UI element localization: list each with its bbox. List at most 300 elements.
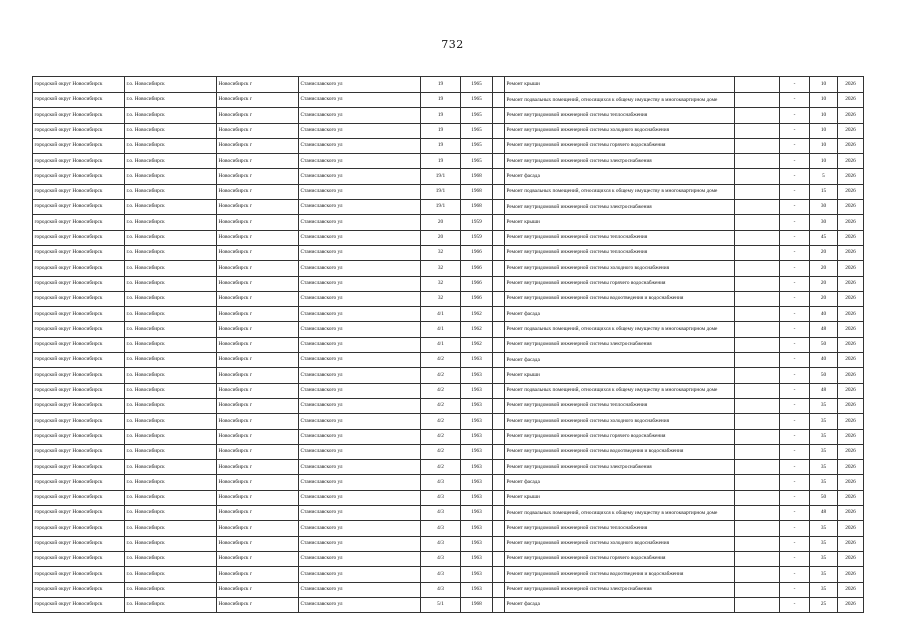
start-year-cell: 2026 bbox=[838, 123, 864, 138]
table-row bbox=[33, 506, 864, 521]
dash-cell: - bbox=[780, 506, 810, 521]
house-number-cell: 4/2 bbox=[421, 353, 461, 368]
settlement-cell: Новосибирск г bbox=[217, 521, 299, 536]
house-number-cell: 4/3 bbox=[421, 521, 461, 536]
start-year-cell: 2026 bbox=[838, 230, 864, 245]
house-number-cell: 20 bbox=[421, 230, 461, 245]
table-row bbox=[33, 93, 864, 108]
district-cell: городской округ Новосибирск bbox=[33, 506, 125, 521]
cost-cell: 20 bbox=[810, 291, 838, 306]
city-cell: г.о. Новосибирск bbox=[125, 123, 217, 138]
city-cell: г.о. Новосибирск bbox=[125, 154, 217, 169]
dash-cell: - bbox=[780, 597, 810, 612]
dash-cell: - bbox=[780, 551, 810, 566]
start-year-cell: 2026 bbox=[838, 398, 864, 413]
table-row bbox=[33, 444, 864, 459]
settlement-cell: Новосибирск г bbox=[217, 429, 299, 444]
blank-cell bbox=[493, 383, 505, 398]
cost-cell: 10 bbox=[810, 154, 838, 169]
street-cell: Станиславского ул bbox=[299, 383, 421, 398]
settlement-cell: Новосибирск г bbox=[217, 291, 299, 306]
work-type-cell: Ремонт внутридомовой инженерной системы горячего водоснабжения bbox=[505, 429, 735, 444]
settlement-cell: Новосибирск г bbox=[217, 353, 299, 368]
city-cell: г.о. Новосибирск bbox=[125, 475, 217, 490]
settlement-cell: Новосибирск г bbox=[217, 169, 299, 184]
blank-cell bbox=[735, 261, 780, 276]
cost-cell: 10 bbox=[810, 93, 838, 108]
start-year-cell: 2026 bbox=[838, 490, 864, 505]
build-year-cell: 1963 bbox=[461, 414, 493, 429]
district-cell: городской округ Новосибирск bbox=[33, 215, 125, 230]
blank-cell bbox=[493, 551, 505, 566]
table-row bbox=[33, 138, 864, 153]
dash-cell: - bbox=[780, 215, 810, 230]
house-number-cell: 4/1 bbox=[421, 307, 461, 322]
dash-cell: - bbox=[780, 536, 810, 551]
work-type-cell: Ремонт подвальных помещений, относящихся к общему имуществу в многоквартирном доме bbox=[505, 184, 735, 199]
build-year-cell: 1959 bbox=[461, 215, 493, 230]
blank-cell bbox=[493, 200, 505, 215]
blank-cell bbox=[735, 123, 780, 138]
blank-cell bbox=[735, 245, 780, 260]
street-cell: Станиславского ул bbox=[299, 169, 421, 184]
blank-cell bbox=[493, 597, 505, 612]
district-cell: городской округ Новосибирск bbox=[33, 276, 125, 291]
settlement-cell: Новосибирск г bbox=[217, 475, 299, 490]
table-row bbox=[33, 261, 864, 276]
start-year-cell: 2026 bbox=[838, 154, 864, 169]
house-number-cell: 19/1 bbox=[421, 200, 461, 215]
house-number-cell: 19/1 bbox=[421, 169, 461, 184]
district-cell: городской округ Новосибирск bbox=[33, 414, 125, 429]
blank-cell bbox=[735, 368, 780, 383]
street-cell: Станиславского ул bbox=[299, 230, 421, 245]
house-number-cell: 19 bbox=[421, 138, 461, 153]
start-year-cell: 2026 bbox=[838, 383, 864, 398]
cost-cell: 35 bbox=[810, 582, 838, 597]
work-type-cell: Ремонт фасада bbox=[505, 169, 735, 184]
house-number-cell: 32 bbox=[421, 291, 461, 306]
blank-cell bbox=[493, 123, 505, 138]
start-year-cell: 2026 bbox=[838, 169, 864, 184]
build-year-cell: 1965 bbox=[461, 77, 493, 93]
house-number-cell: 4/1 bbox=[421, 337, 461, 352]
table-row bbox=[33, 276, 864, 291]
blank-cell bbox=[735, 138, 780, 153]
blank-cell bbox=[493, 184, 505, 199]
table-row bbox=[33, 368, 864, 383]
district-cell: городской округ Новосибирск bbox=[33, 138, 125, 153]
district-cell: городской округ Новосибирск bbox=[33, 154, 125, 169]
dash-cell: - bbox=[780, 169, 810, 184]
table-row bbox=[33, 475, 864, 490]
work-type-cell: Ремонт подвальных помещений, относящихся к общему имуществу в многоквартирном доме bbox=[505, 506, 735, 521]
cost-cell: 10 bbox=[810, 77, 838, 93]
start-year-cell: 2026 bbox=[838, 506, 864, 521]
work-type-cell: Ремонт внутридомовой инженерной системы теплоснабжения bbox=[505, 230, 735, 245]
house-number-cell: 32 bbox=[421, 245, 461, 260]
dash-cell: - bbox=[780, 429, 810, 444]
blank-cell bbox=[493, 93, 505, 108]
street-cell: Станиславского ул bbox=[299, 597, 421, 612]
house-number-cell: 4/3 bbox=[421, 582, 461, 597]
blank-cell bbox=[493, 536, 505, 551]
blank-cell bbox=[735, 291, 780, 306]
house-number-cell: 32 bbox=[421, 276, 461, 291]
district-cell: городской округ Новосибирск bbox=[33, 77, 125, 93]
dash-cell: - bbox=[780, 398, 810, 413]
blank-cell bbox=[735, 230, 780, 245]
dash-cell: - bbox=[780, 444, 810, 459]
table-row bbox=[33, 245, 864, 260]
settlement-cell: Новосибирск г bbox=[217, 322, 299, 337]
dash-cell: - bbox=[780, 245, 810, 260]
cost-cell: 45 bbox=[810, 230, 838, 245]
dash-cell: - bbox=[780, 123, 810, 138]
start-year-cell: 2026 bbox=[838, 337, 864, 352]
blank-cell bbox=[493, 460, 505, 475]
build-year-cell: 1962 bbox=[461, 337, 493, 352]
cost-cell: 40 bbox=[810, 353, 838, 368]
start-year-cell: 2026 bbox=[838, 353, 864, 368]
cost-cell: 35 bbox=[810, 444, 838, 459]
city-cell: г.о. Новосибирск bbox=[125, 138, 217, 153]
cost-cell: 20 bbox=[810, 276, 838, 291]
street-cell: Станиславского ул bbox=[299, 245, 421, 260]
build-year-cell: 1963 bbox=[461, 521, 493, 536]
city-cell: г.о. Новосибирск bbox=[125, 444, 217, 459]
street-cell: Станиславского ул bbox=[299, 138, 421, 153]
start-year-cell: 2026 bbox=[838, 200, 864, 215]
street-cell: Станиславского ул bbox=[299, 414, 421, 429]
blank-cell bbox=[493, 337, 505, 352]
blank-cell bbox=[493, 322, 505, 337]
city-cell: г.о. Новосибирск bbox=[125, 551, 217, 566]
city-cell: г.о. Новосибирск bbox=[125, 215, 217, 230]
street-cell: Станиславского ул bbox=[299, 551, 421, 566]
blank-cell bbox=[735, 567, 780, 582]
start-year-cell: 2026 bbox=[838, 536, 864, 551]
dash-cell: - bbox=[780, 184, 810, 199]
blank-cell bbox=[493, 567, 505, 582]
street-cell: Станиславского ул bbox=[299, 154, 421, 169]
dash-cell: - bbox=[780, 93, 810, 108]
build-year-cell: 1963 bbox=[461, 429, 493, 444]
district-cell: городской округ Новосибирск bbox=[33, 536, 125, 551]
city-cell: г.о. Новосибирск bbox=[125, 276, 217, 291]
city-cell: г.о. Новосибирск bbox=[125, 398, 217, 413]
blank-cell bbox=[493, 261, 505, 276]
settlement-cell: Новосибирск г bbox=[217, 261, 299, 276]
district-cell: городской округ Новосибирск bbox=[33, 245, 125, 260]
start-year-cell: 2026 bbox=[838, 276, 864, 291]
work-type-cell: Ремонт внутридомовой инженерной системы водоотведения и водоснабжения bbox=[505, 567, 735, 582]
cost-cell: 35 bbox=[810, 536, 838, 551]
city-cell: г.о. Новосибирск bbox=[125, 506, 217, 521]
cost-cell: 10 bbox=[810, 108, 838, 123]
street-cell: Станиславского ул bbox=[299, 506, 421, 521]
build-year-cell: 1965 bbox=[461, 154, 493, 169]
table-row bbox=[33, 108, 864, 123]
build-year-cell: 1963 bbox=[461, 444, 493, 459]
blank-cell bbox=[493, 353, 505, 368]
city-cell: г.о. Новосибирск bbox=[125, 169, 217, 184]
settlement-cell: Новосибирск г bbox=[217, 245, 299, 260]
build-year-cell: 1966 bbox=[461, 245, 493, 260]
city-cell: г.о. Новосибирск bbox=[125, 261, 217, 276]
blank-cell bbox=[735, 184, 780, 199]
cost-cell: 50 bbox=[810, 368, 838, 383]
district-cell: городской округ Новосибирск bbox=[33, 368, 125, 383]
cost-cell: 30 bbox=[810, 200, 838, 215]
house-number-cell: 4/2 bbox=[421, 398, 461, 413]
street-cell: Станиславского ул bbox=[299, 108, 421, 123]
house-number-cell: 4/3 bbox=[421, 475, 461, 490]
street-cell: Станиславского ул bbox=[299, 93, 421, 108]
work-type-cell: Ремонт фасада bbox=[505, 307, 735, 322]
table-row bbox=[33, 536, 864, 551]
work-type-cell: Ремонт внутридомовой инженерной системы электроснабжения bbox=[505, 154, 735, 169]
blank-cell bbox=[493, 368, 505, 383]
settlement-cell: Новосибирск г bbox=[217, 398, 299, 413]
district-cell: городской округ Новосибирск bbox=[33, 444, 125, 459]
city-cell: г.о. Новосибирск bbox=[125, 184, 217, 199]
start-year-cell: 2026 bbox=[838, 215, 864, 230]
repair-schedule-table bbox=[32, 76, 864, 613]
settlement-cell: Новосибирск г bbox=[217, 383, 299, 398]
start-year-cell: 2026 bbox=[838, 77, 864, 93]
house-number-cell: 5/1 bbox=[421, 597, 461, 612]
table-row bbox=[33, 77, 864, 93]
house-number-cell: 4/2 bbox=[421, 368, 461, 383]
district-cell: городской округ Новосибирск bbox=[33, 567, 125, 582]
street-cell: Станиславского ул bbox=[299, 368, 421, 383]
district-cell: городской округ Новосибирск bbox=[33, 551, 125, 566]
settlement-cell: Новосибирск г bbox=[217, 154, 299, 169]
district-cell: городской округ Новосибирск bbox=[33, 184, 125, 199]
cost-cell: 50 bbox=[810, 337, 838, 352]
city-cell: г.о. Новосибирск bbox=[125, 77, 217, 93]
street-cell: Станиславского ул bbox=[299, 276, 421, 291]
build-year-cell: 1968 bbox=[461, 597, 493, 612]
city-cell: г.о. Новосибирск bbox=[125, 383, 217, 398]
build-year-cell: 1963 bbox=[461, 353, 493, 368]
house-number-cell: 4/1 bbox=[421, 322, 461, 337]
house-number-cell: 4/2 bbox=[421, 460, 461, 475]
page-number: 732 bbox=[441, 38, 464, 51]
settlement-cell: Новосибирск г bbox=[217, 506, 299, 521]
street-cell: Станиславского ул bbox=[299, 460, 421, 475]
blank-cell bbox=[493, 230, 505, 245]
street-cell: Станиславского ул bbox=[299, 429, 421, 444]
work-type-cell: Ремонт внутридомовой инженерной системы теплоснабжения bbox=[505, 108, 735, 123]
dash-cell: - bbox=[780, 475, 810, 490]
work-type-cell: Ремонт крыши bbox=[505, 368, 735, 383]
dash-cell: - bbox=[780, 77, 810, 93]
blank-cell bbox=[735, 307, 780, 322]
cost-cell: 5 bbox=[810, 169, 838, 184]
dash-cell: - bbox=[780, 154, 810, 169]
district-cell: городской округ Новосибирск bbox=[33, 200, 125, 215]
district-cell: городской округ Новосибирск bbox=[33, 521, 125, 536]
blank-cell bbox=[493, 475, 505, 490]
blank-cell bbox=[735, 536, 780, 551]
blank-cell bbox=[493, 169, 505, 184]
start-year-cell: 2026 bbox=[838, 322, 864, 337]
settlement-cell: Новосибирск г bbox=[217, 536, 299, 551]
blank-cell bbox=[735, 521, 780, 536]
blank-cell bbox=[493, 490, 505, 505]
dash-cell: - bbox=[780, 138, 810, 153]
table-row bbox=[33, 398, 864, 413]
table-row bbox=[33, 353, 864, 368]
house-number-cell: 32 bbox=[421, 261, 461, 276]
build-year-cell: 1966 bbox=[461, 276, 493, 291]
work-type-cell: Ремонт фасада bbox=[505, 475, 735, 490]
work-type-cell: Ремонт фасада bbox=[505, 353, 735, 368]
settlement-cell: Новосибирск г bbox=[217, 597, 299, 612]
work-type-cell: Ремонт внутридомовой инженерной системы водоотведения и водоснабжения bbox=[505, 444, 735, 459]
table-row bbox=[33, 169, 864, 184]
district-cell: городской округ Новосибирск bbox=[33, 582, 125, 597]
build-year-cell: 1963 bbox=[461, 536, 493, 551]
cost-cell: 35 bbox=[810, 398, 838, 413]
city-cell: г.о. Новосибирск bbox=[125, 460, 217, 475]
district-cell: городской округ Новосибирск bbox=[33, 398, 125, 413]
settlement-cell: Новосибирск г bbox=[217, 276, 299, 291]
build-year-cell: 1963 bbox=[461, 368, 493, 383]
cost-cell: 50 bbox=[810, 490, 838, 505]
build-year-cell: 1963 bbox=[461, 383, 493, 398]
street-cell: Станиславского ул bbox=[299, 567, 421, 582]
street-cell: Станиславского ул bbox=[299, 521, 421, 536]
street-cell: Станиславского ул bbox=[299, 307, 421, 322]
district-cell: городской округ Новосибирск bbox=[33, 307, 125, 322]
blank-cell bbox=[493, 506, 505, 521]
work-type-cell: Ремонт внутридомовой инженерной системы теплоснабжения bbox=[505, 398, 735, 413]
work-type-cell: Ремонт внутридомовой инженерной системы горячего водоснабжения bbox=[505, 276, 735, 291]
work-type-cell: Ремонт подвальных помещений, относящихся к общему имуществу в многоквартирном доме bbox=[505, 383, 735, 398]
district-cell: городской округ Новосибирск bbox=[33, 322, 125, 337]
blank-cell bbox=[493, 77, 505, 93]
dash-cell: - bbox=[780, 383, 810, 398]
blank-cell bbox=[735, 582, 780, 597]
cost-cell: 35 bbox=[810, 551, 838, 566]
city-cell: г.о. Новосибирск bbox=[125, 597, 217, 612]
dash-cell: - bbox=[780, 291, 810, 306]
work-type-cell: Ремонт внутридомовой инженерной системы горячего водоснабжения bbox=[505, 551, 735, 566]
house-number-cell: 4/3 bbox=[421, 551, 461, 566]
build-year-cell: 1968 bbox=[461, 169, 493, 184]
district-cell: городской округ Новосибирск bbox=[33, 460, 125, 475]
dash-cell: - bbox=[780, 200, 810, 215]
table-row bbox=[33, 460, 864, 475]
start-year-cell: 2026 bbox=[838, 291, 864, 306]
table-row bbox=[33, 551, 864, 566]
city-cell: г.о. Новосибирск bbox=[125, 567, 217, 582]
dash-cell: - bbox=[780, 230, 810, 245]
district-cell: городской округ Новосибирск bbox=[33, 230, 125, 245]
table-row bbox=[33, 567, 864, 582]
district-cell: городской округ Новосибирск bbox=[33, 337, 125, 352]
blank-cell bbox=[493, 444, 505, 459]
work-type-cell: Ремонт крыши bbox=[505, 77, 735, 93]
house-number-cell: 19 bbox=[421, 93, 461, 108]
city-cell: г.о. Новосибирск bbox=[125, 245, 217, 260]
cost-cell: 25 bbox=[810, 597, 838, 612]
street-cell: Станиславского ул bbox=[299, 215, 421, 230]
street-cell: Станиславского ул bbox=[299, 398, 421, 413]
blank-cell bbox=[493, 398, 505, 413]
district-cell: городской округ Новосибирск bbox=[33, 475, 125, 490]
house-number-cell: 4/2 bbox=[421, 444, 461, 459]
district-cell: городской округ Новосибирск bbox=[33, 597, 125, 612]
city-cell: г.о. Новосибирск bbox=[125, 93, 217, 108]
start-year-cell: 2026 bbox=[838, 475, 864, 490]
blank-cell bbox=[735, 353, 780, 368]
city-cell: г.о. Новосибирск bbox=[125, 337, 217, 352]
dash-cell: - bbox=[780, 567, 810, 582]
blank-cell bbox=[493, 307, 505, 322]
build-year-cell: 1963 bbox=[461, 490, 493, 505]
dash-cell: - bbox=[780, 307, 810, 322]
city-cell: г.о. Новосибирск bbox=[125, 230, 217, 245]
cost-cell: 48 bbox=[810, 322, 838, 337]
table-row bbox=[33, 490, 864, 505]
build-year-cell: 1963 bbox=[461, 506, 493, 521]
house-number-cell: 4/3 bbox=[421, 490, 461, 505]
settlement-cell: Новосибирск г bbox=[217, 138, 299, 153]
blank-cell bbox=[735, 93, 780, 108]
start-year-cell: 2026 bbox=[838, 138, 864, 153]
cost-cell: 15 bbox=[810, 184, 838, 199]
dash-cell: - bbox=[780, 460, 810, 475]
district-cell: городской округ Новосибирск bbox=[33, 123, 125, 138]
settlement-cell: Новосибирск г bbox=[217, 444, 299, 459]
blank-cell bbox=[493, 108, 505, 123]
start-year-cell: 2026 bbox=[838, 368, 864, 383]
dash-cell: - bbox=[780, 353, 810, 368]
build-year-cell: 1963 bbox=[461, 475, 493, 490]
settlement-cell: Новосибирск г bbox=[217, 307, 299, 322]
table-row bbox=[33, 154, 864, 169]
blank-cell bbox=[735, 475, 780, 490]
house-number-cell: 19 bbox=[421, 123, 461, 138]
start-year-cell: 2026 bbox=[838, 429, 864, 444]
blank-cell bbox=[735, 414, 780, 429]
blank-cell bbox=[735, 215, 780, 230]
dash-cell: - bbox=[780, 368, 810, 383]
work-type-cell: Ремонт внутридомовой инженерной системы горячего водоснабжения bbox=[505, 138, 735, 153]
house-number-cell: 19 bbox=[421, 108, 461, 123]
settlement-cell: Новосибирск г bbox=[217, 108, 299, 123]
blank-cell bbox=[735, 597, 780, 612]
start-year-cell: 2026 bbox=[838, 261, 864, 276]
dash-cell: - bbox=[780, 108, 810, 123]
settlement-cell: Новосибирск г bbox=[217, 77, 299, 93]
blank-cell bbox=[735, 429, 780, 444]
build-year-cell: 1966 bbox=[461, 291, 493, 306]
start-year-cell: 2026 bbox=[838, 567, 864, 582]
blank-cell bbox=[735, 506, 780, 521]
city-cell: г.о. Новосибирск bbox=[125, 322, 217, 337]
blank-cell bbox=[735, 154, 780, 169]
cost-cell: 10 bbox=[810, 123, 838, 138]
work-type-cell: Ремонт внутридомовой инженерной системы теплоснабжения bbox=[505, 521, 735, 536]
cost-cell: 10 bbox=[810, 138, 838, 153]
dash-cell: - bbox=[780, 582, 810, 597]
settlement-cell: Новосибирск г bbox=[217, 368, 299, 383]
